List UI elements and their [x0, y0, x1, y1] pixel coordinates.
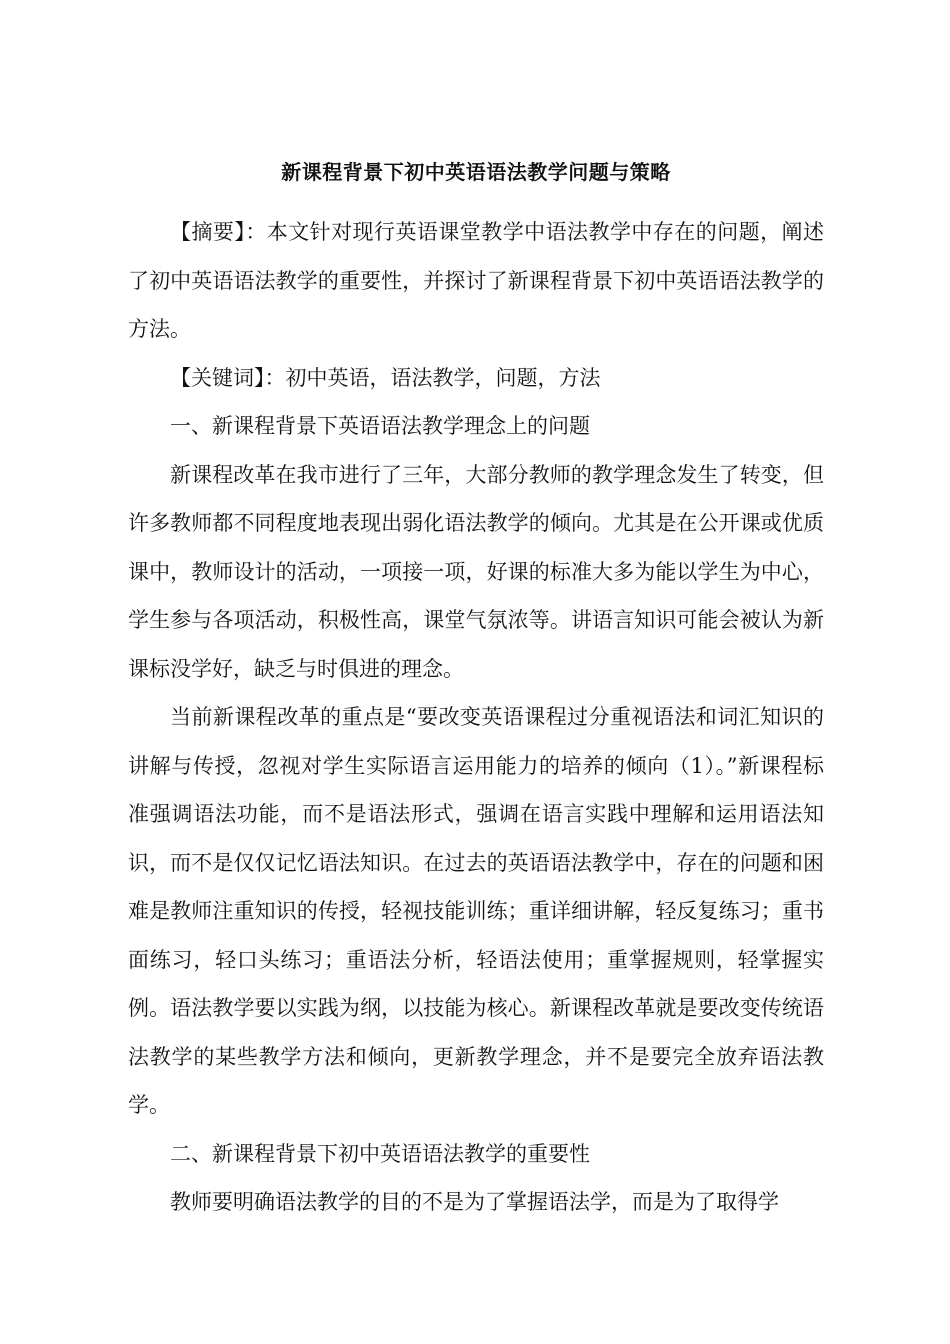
section1-paragraph-2: 当前新课程改革的重点是“要改变英语课程过分重视语法和词汇知识的讲解与传授，忽视对学生实际语言运用能力的培养的倾向（1）。”新课程标准强调语法功能，而不是语法形式，强调在语言实践中理解和运用语法知识，而不是仅仅记忆语法知识。在过去的英语语法教学中，存在的问题和困难是教师注重知识的传授，轻视技能训练；重详细讲解，轻反复练习；重书面练习，轻口头练习；重语法分析，轻语法使用；重掌握规则，轻掌握实例。语法教学要以实践为纲，以技能为核心。新课程改革就是要改变传统语法教学的某些教学方法和倾向，更新教学理念，并不是要完全放弃语法教学。 — [128, 705, 824, 1117]
abstract-label: 【摘要】 — [170, 220, 246, 244]
keywords-text: ：初中英语，语法教学，问题，方法 — [264, 365, 601, 390]
abstract-paragraph — [128, 208, 824, 354]
document-body — [128, 150, 824, 1227]
keywords-paragraph — [128, 354, 824, 403]
document-title: 新课程背景下初中英语语法教学问题与策略 — [281, 160, 671, 184]
section1-paragraph-1: 新课程改革在我市进行了三年，大部分教师的教学理念发生了转变，但许多教师都不同程度地表现出弱化语法教学的倾向。尤其是在公开课或优质课中，教师设计的活动，一项接一项，好课的标准大多为能以学生为中心，学生参与各项活动，积极性高，课堂气氛浓等。讲语言知识可能会被认为新课标没学好，缺乏与时俱进的理念。 — [128, 462, 824, 681]
abstract-text: ：本文针对现行英语课堂教学中语法教学中存在的问题，阐述了初中英语语法教学的重要性，并探讨了新课程背景下初中英语语法教学的方法。 — [128, 220, 825, 341]
keywords-label: 【关键词】 — [170, 365, 265, 390]
section-heading-2: 二、新课程背景下初中英语语法教学的重要性 — [170, 1141, 590, 1166]
section2-paragraph-1: 教师要明确语法教学的目的不是为了掌握语法学，而是为了取得学 — [170, 1190, 779, 1214]
section-heading-1: 一、新课程背景下英语语法教学理念上的问题 — [170, 414, 590, 438]
